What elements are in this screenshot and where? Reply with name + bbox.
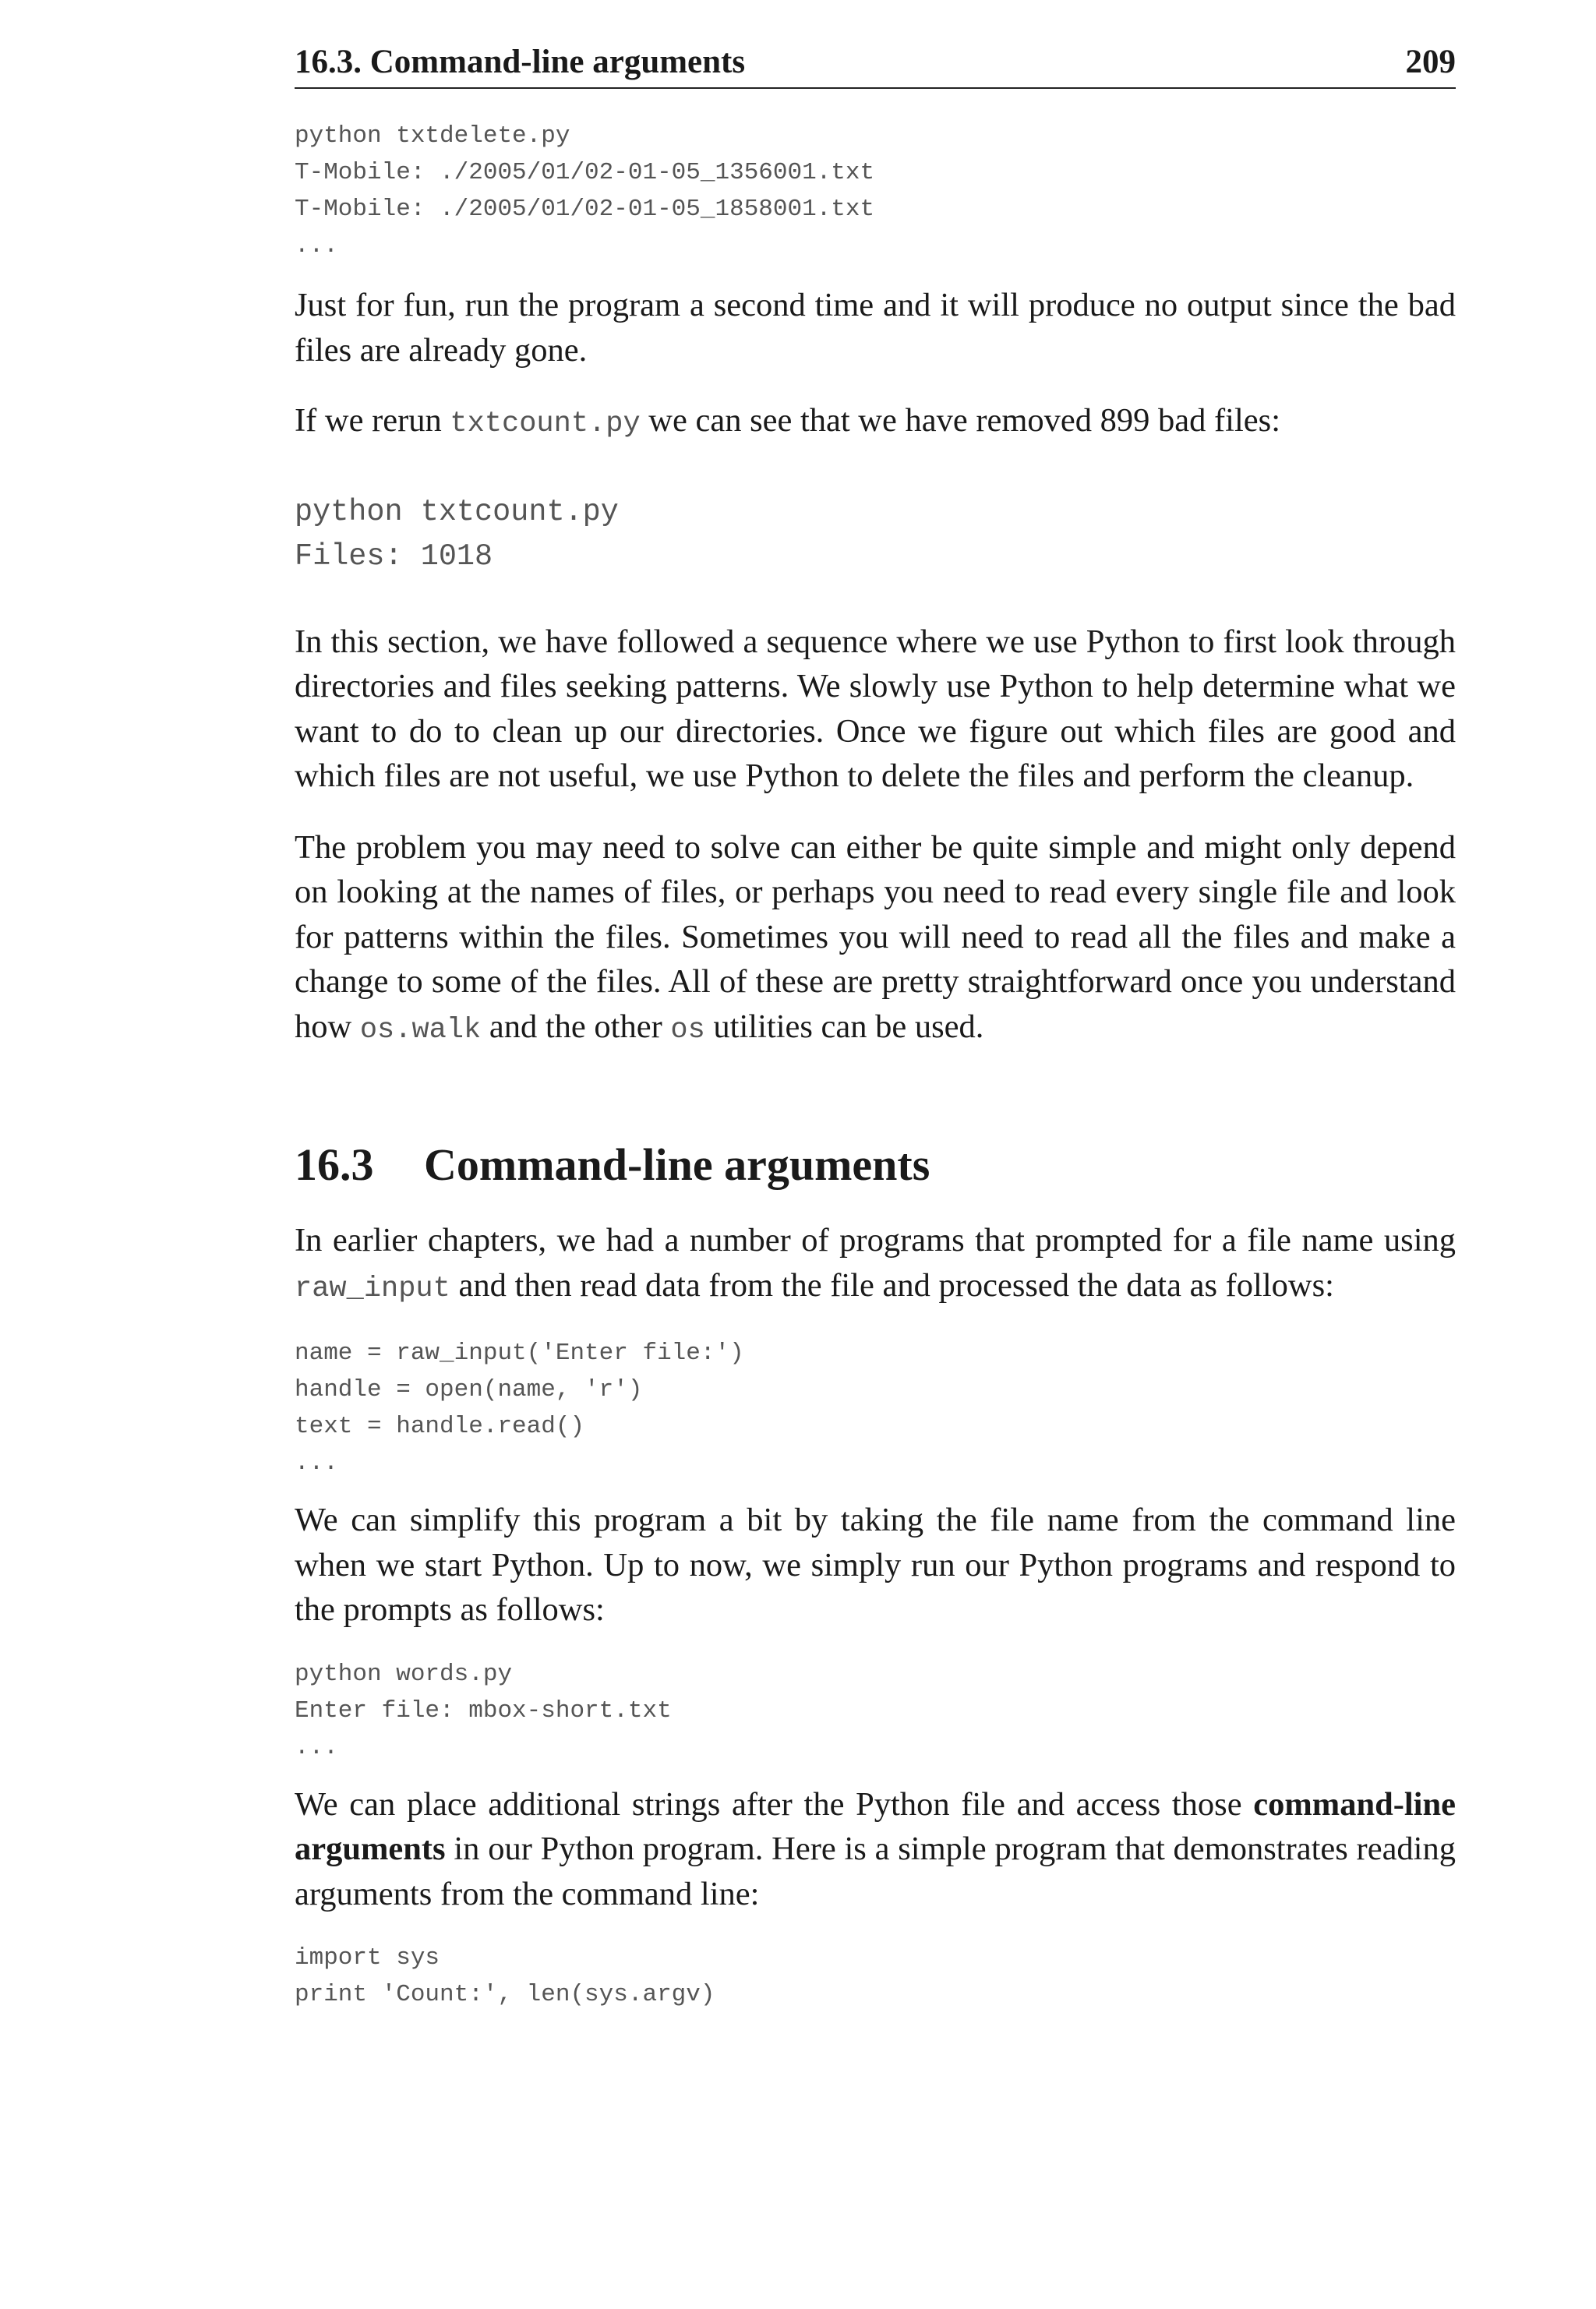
inline-code-os-walk: os.walk	[359, 1013, 482, 1047]
code-block-txtcount-output	[295, 490, 1456, 579]
code-line: text = handle.read()	[295, 1413, 585, 1440]
section-number: 16.3	[295, 1139, 374, 1190]
inline-code-txtcount: txtcount.py	[450, 408, 641, 440]
inline-code-raw-input: raw_input	[295, 1272, 450, 1305]
code-line: Enter file: mbox-short.txt	[295, 1696, 672, 1725]
text-run: and the other	[481, 1008, 671, 1045]
section-title: Command-line arguments	[424, 1139, 930, 1190]
text-run: The problem you may need to solve can either be quite simple and might only depend on looking at the names of files, or perhaps you need to read every single file and look for patterns within the files. Sometimes you will need to read all the files and make a change to some of the files. All of these are pretty straightforward once you understand how	[295, 828, 1456, 1045]
text-run: We can place additional strings after the Python file and access those	[295, 1785, 1254, 1823]
text-run: in our Python program. Here is a simple program that demonstrates reading arguments from the command line:	[295, 1831, 1456, 1912]
code-line: import sys	[295, 1944, 440, 1972]
paragraph-section-summary: In this section, we have followed a sequence where we use Python to first look through directories and files seeking patterns. We slowly use Python to help determine what we want to do to clean up our directories. Once we figure out which files are good and which files are not useful, we use Python to delete the files and perform the cleanup.	[295, 623, 1456, 794]
paragraph-earlier-chapters	[295, 1218, 1456, 1312]
code-line: T-Mobile: ./2005/01/02-01-05_1858001.txt	[295, 196, 875, 223]
code-line: python txtdelete.py	[295, 122, 570, 150]
book-page	[295, 39, 1456, 2013]
page-number: 209	[1405, 44, 1456, 80]
code-block-sys-argv	[295, 1940, 1456, 2013]
code-line: T-Mobile: ./2005/01/02-01-05_1356001.txt	[295, 159, 875, 186]
bold-term: command-line arguments	[295, 1785, 1456, 1867]
text-run: we can see that we have removed 899 bad files:	[640, 402, 1280, 439]
running-head	[295, 39, 1456, 89]
code-line: ...	[295, 1733, 338, 1761]
code-line: python txtcount.py	[295, 494, 619, 529]
text-run: In earlier chapters, we had a number of programs that prompted for a file name using	[295, 1222, 1456, 1259]
code-line: Files: 1018	[295, 538, 493, 574]
paragraph-problem	[295, 825, 1456, 1054]
running-head-section: 16.3. Command-line arguments	[295, 44, 746, 80]
text-run: and then read data from the file and processed the data as follows:	[450, 1266, 1334, 1304]
paragraph-rerun-txtcount	[295, 398, 1456, 447]
text-run: utilities can be used.	[704, 1008, 984, 1045]
code-block-words-run	[295, 1656, 1456, 1766]
code-line: ...	[295, 1449, 338, 1477]
paragraph-run-again: Just for fun, run the program a second time and it will produce no output since the bad files are already gone.	[295, 287, 1456, 369]
section-heading	[295, 1134, 1456, 1196]
paragraph-command-line-args	[295, 1782, 1456, 1917]
code-line: handle = open(name, 'r')	[295, 1376, 643, 1403]
text-run: If we rerun	[295, 402, 450, 439]
inline-code-os: os	[670, 1013, 705, 1047]
code-line: name = raw_input('Enter file:')	[295, 1340, 744, 1367]
code-block-raw-input	[295, 1335, 1456, 1481]
code-line: print 'Count:', len(sys.argv)	[295, 1981, 715, 2008]
paragraph-simplify: We can simplify this program a bit by taking the file name from the command line when we start Python. Up to now, we simply run our Python programs and respond to the prompts as follows:	[295, 1502, 1456, 1628]
code-block-txtdelete-output	[295, 118, 1456, 264]
code-line: ...	[295, 232, 338, 259]
code-line: python words.py	[295, 1660, 513, 1688]
